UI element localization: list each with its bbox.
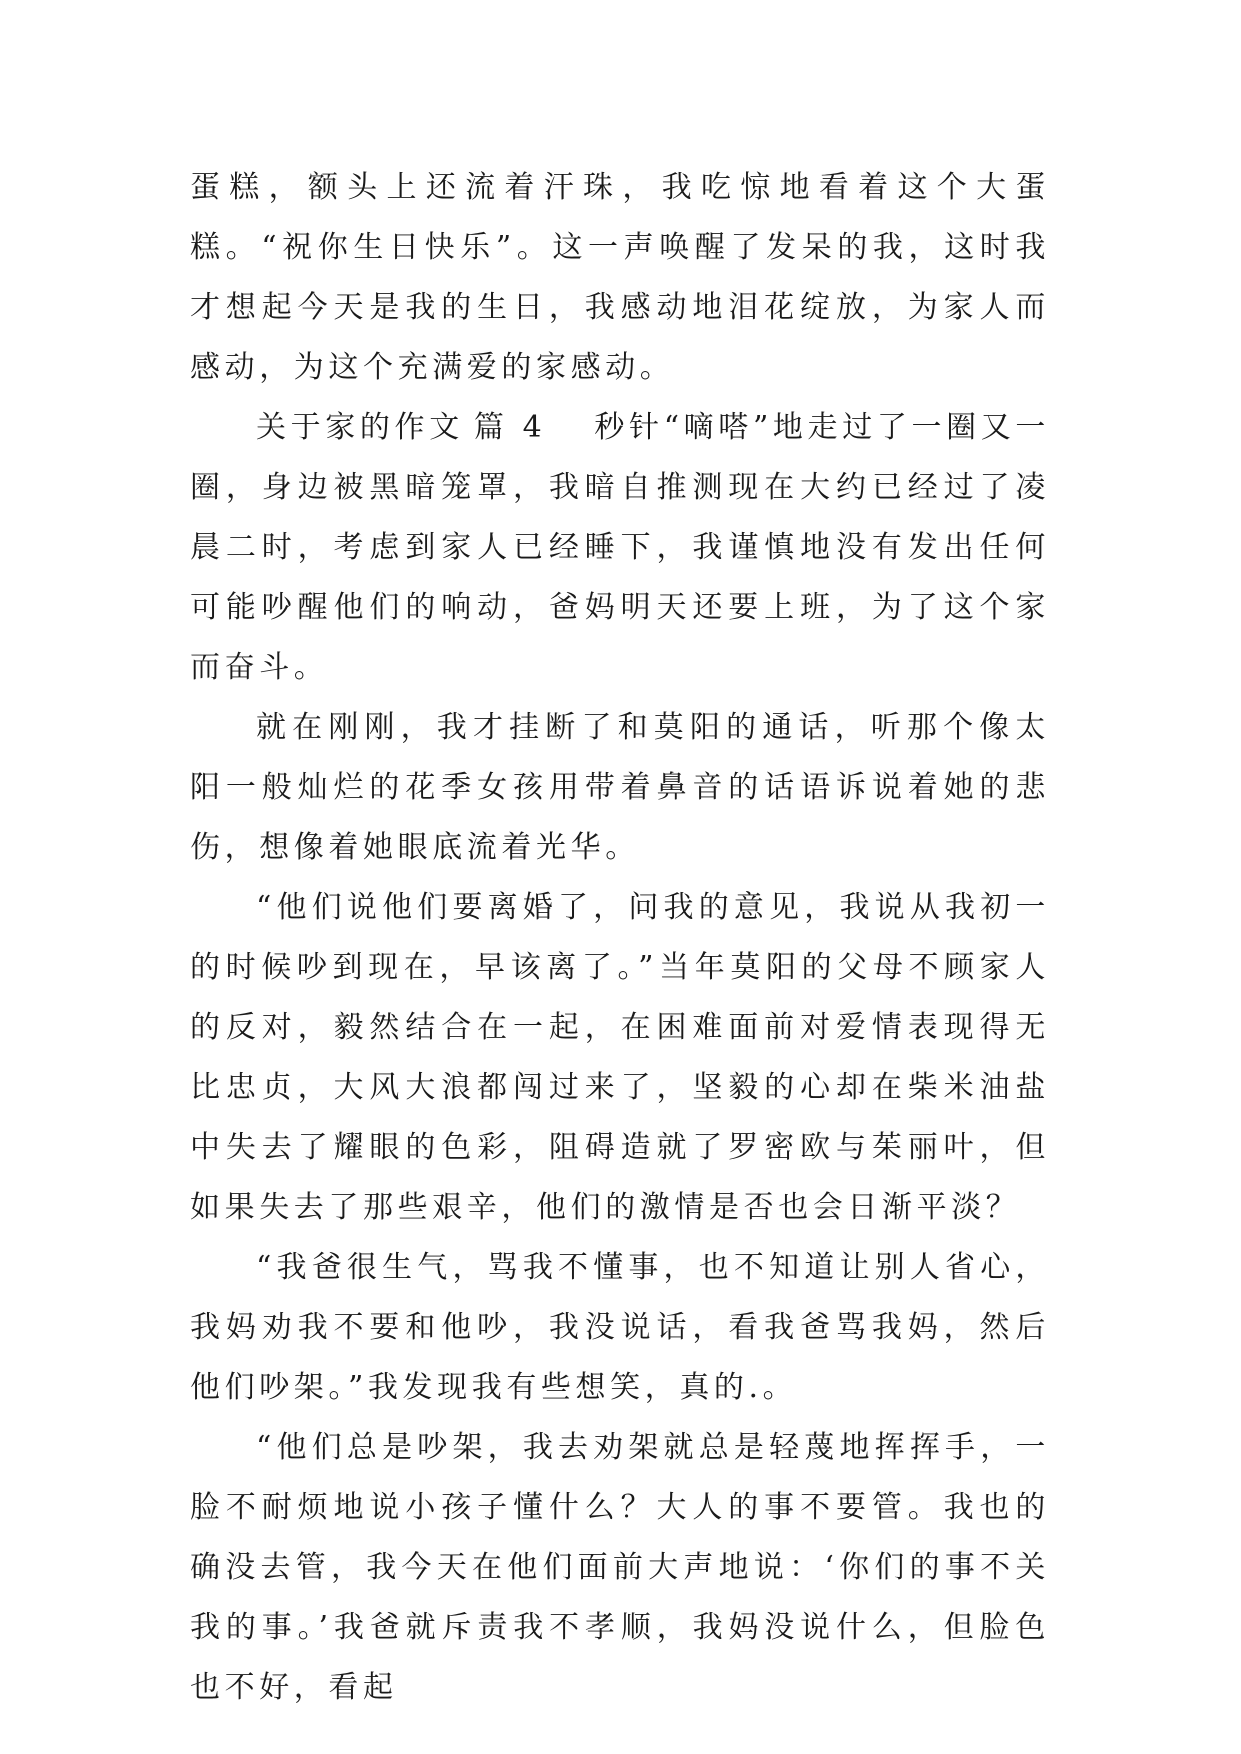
- paragraph-5: “我爸很生气，骂我不懂事，也不知道让别人省心，我妈劝我不要和他吵，我没说话，看我爸骂我妈，然后他们吵架。”我发现我有些想笑，真的.。: [190, 1250, 1050, 1405]
- paragraph-2: [190, 398, 1050, 698]
- section-label: 篇 4: [473, 410, 547, 445]
- paragraph-2-rest: 圈，身边被黑暗笼罩，我暗自推测现在大约已经过了凌晨二时，考虑到家人已经睡下，我谨慎地没有发出任何可能吵醒他们的响动，爸妈明天还要上班，为了这个家而奋斗。: [190, 470, 1050, 685]
- paragraph-2-lead: 秒针“嘀嗒”地走过了一圈又一: [594, 410, 1050, 445]
- paragraph-6: “他们总是吵架，我去劝架就总是轻蔑地挥挥手，一脸不耐烦地说小孩子懂什么？大人的事不要管。我也的确没去管，我今天在他们面前大声地说：‘你们的事不关我的事。’我爸就斥责我不孝顺，我妈没说什么，但脸色也不好，看起: [190, 1430, 1050, 1705]
- document-body: [190, 158, 1050, 1718]
- section-title: 关于家的作文: [256, 410, 464, 445]
- paragraph-1: 蛋糕，额头上还流着汗珠，我吃惊地看着这个大蛋糕。“祝你生日快乐”。这一声唤醒了发呆的我，这时我才想起今天是我的生日，我感动地泪花绽放，为家人而感动，为这个充满爱的家感动。: [190, 170, 1050, 385]
- paragraph-3: 就在刚刚，我才挂断了和莫阳的通话，听那个像太阳一般灿烂的花季女孩用带着鼻音的话语诉说着她的悲伤，想像着她眼底流着光华。: [190, 710, 1050, 865]
- paragraph-4: “他们说他们要离婚了，问我的意见，我说从我初一的时候吵到现在，早该离了。”当年莫阳的父母不顾家人的反对，毅然结合在一起，在困难面前对爱情表现得无比忠贞，大风大浪都闯过来了，坚毅的心却在柴米油盐中失去了耀眼的色彩，阻碍造就了罗密欧与茱丽叶，但如果失去了那些艰辛，他们的激情是否也会日渐平淡？: [190, 890, 1050, 1225]
